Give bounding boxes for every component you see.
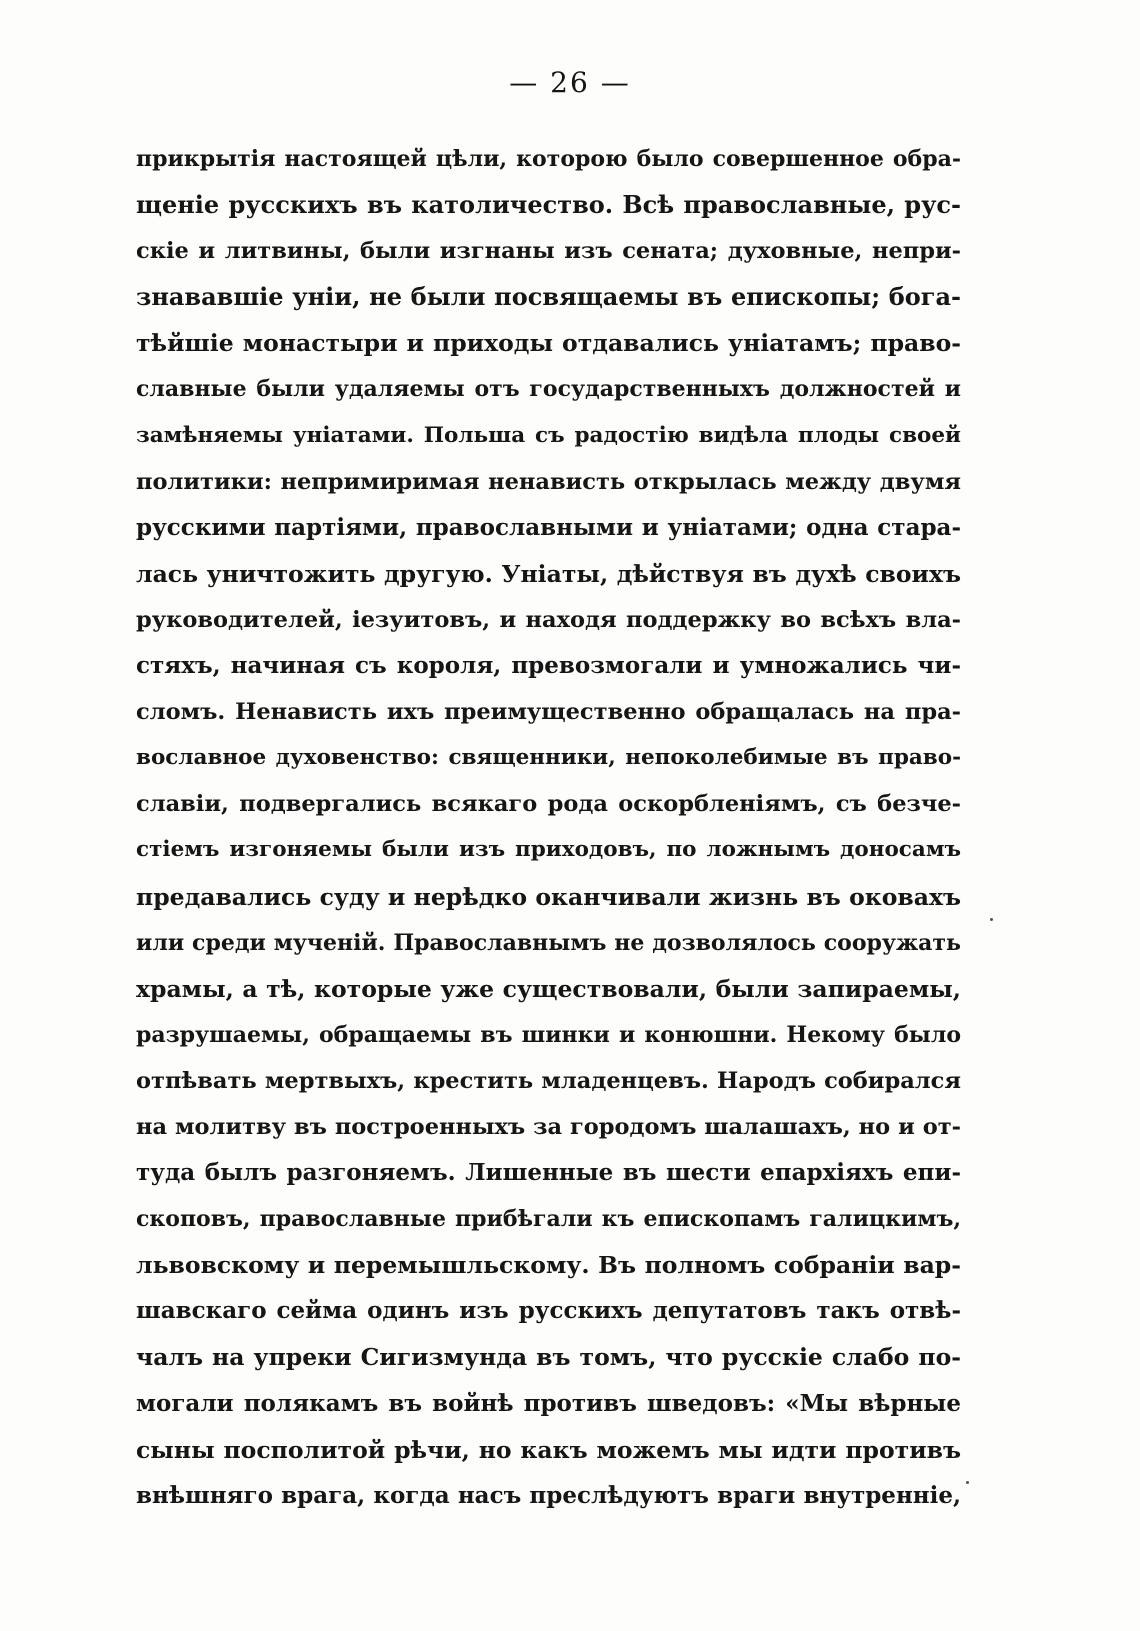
text-line: чалъ на упреки Сигизмунда въ томъ, что русскіе слабо по- (136, 1343, 961, 1372)
text-line: тѣйшіе монастыри и приходы отдавались уніатамъ; право- (136, 329, 961, 358)
text-line: разрушаемы, обращаемы въ шинки и конюшни. Некому было (136, 1021, 961, 1048)
text-line: славіи, подвергались всякаго рода оскорбленіямъ, съ безче- (136, 791, 961, 818)
print-speck (990, 918, 993, 921)
text-line: храмы, а тѣ, которые уже существовали, были запираемы, (136, 974, 961, 1003)
text-line: лась уничтожить другую. Уніаты, дѣйствуя въ духѣ своихъ (136, 559, 961, 588)
text-line: львовскому и перемышльскому. Въ полномъ собраніи вар- (136, 1251, 961, 1280)
text-line: руководителей, іезуитовъ, и находя поддержку во всѣхъ вла- (136, 606, 961, 633)
text-line: вославное духовенство: священники, непоколебимые въ право- (136, 745, 961, 771)
text-line: отпѣвать мертвыхъ, крестить младенцевъ. Народъ собирался (136, 1067, 961, 1094)
text-line: скоповъ, православные прибѣгали къ епископамъ галицкимъ, (136, 1206, 961, 1233)
text-line: сыны посполитой рѣчи, но какъ можемъ мы идти противъ (136, 1435, 961, 1464)
page-number: — 26 — (509, 66, 631, 99)
text-line: стяхъ, начиная съ короля, превозмогали и умножались чи- (136, 652, 961, 680)
text-line: русскими партіями, православными и уніатами; одна стара- (136, 513, 961, 541)
print-speck (966, 1481, 969, 1484)
text-line: щеніе русскихъ въ католичество. Всѣ православные, рус- (136, 190, 961, 220)
text-line: замѣняемы уніатами. Польша съ радостію видѣла плоды своей (136, 422, 961, 448)
text-line: славные были удаляемы отъ государственныхъ должностей и (136, 376, 961, 403)
text-line: шавскаго сейма одинъ изъ русскихъ депутатовъ такъ отвѣ- (136, 1297, 961, 1325)
text-line: на молитву въ построенныхъ за городомъ шалашахъ, но и от- (136, 1113, 961, 1140)
text-line: или среди мученій. Православнымъ не дозволялось сооружать (136, 929, 961, 956)
text-line: знававшіе уніи, не были посвящаемы въ епископы; бога- (136, 282, 961, 312)
text-line: стіемъ изгоняемы были изъ приходовъ, по ложнымъ доносамъ (136, 837, 961, 863)
text-line: скіе и литвины, были изгнаны изъ сената; духовные, непри- (136, 238, 961, 265)
text-line: туда былъ разгоняемъ. Лишенные въ шести епархіяхъ епи- (136, 1159, 961, 1187)
text-line: сломъ. Ненависть ихъ преимущественно обращалась на пра- (136, 699, 961, 726)
body-text (136, 136, 961, 1519)
text-line: предавались суду и нерѣдко оканчивали жизнь въ оковахъ (136, 882, 961, 911)
text-line: политики: непримиримая ненависть открылась между двумя (136, 468, 961, 495)
text-line: прикрытія настоящей цѣли, которою было совершенное обра- (136, 146, 961, 172)
text-line: могали полякамъ въ войнѣ противъ шведовъ: «Мы вѣрные (136, 1389, 961, 1417)
text-line: внѣшняго врага, когда насъ преслѣдуютъ враги внутренніе, (136, 1481, 961, 1509)
